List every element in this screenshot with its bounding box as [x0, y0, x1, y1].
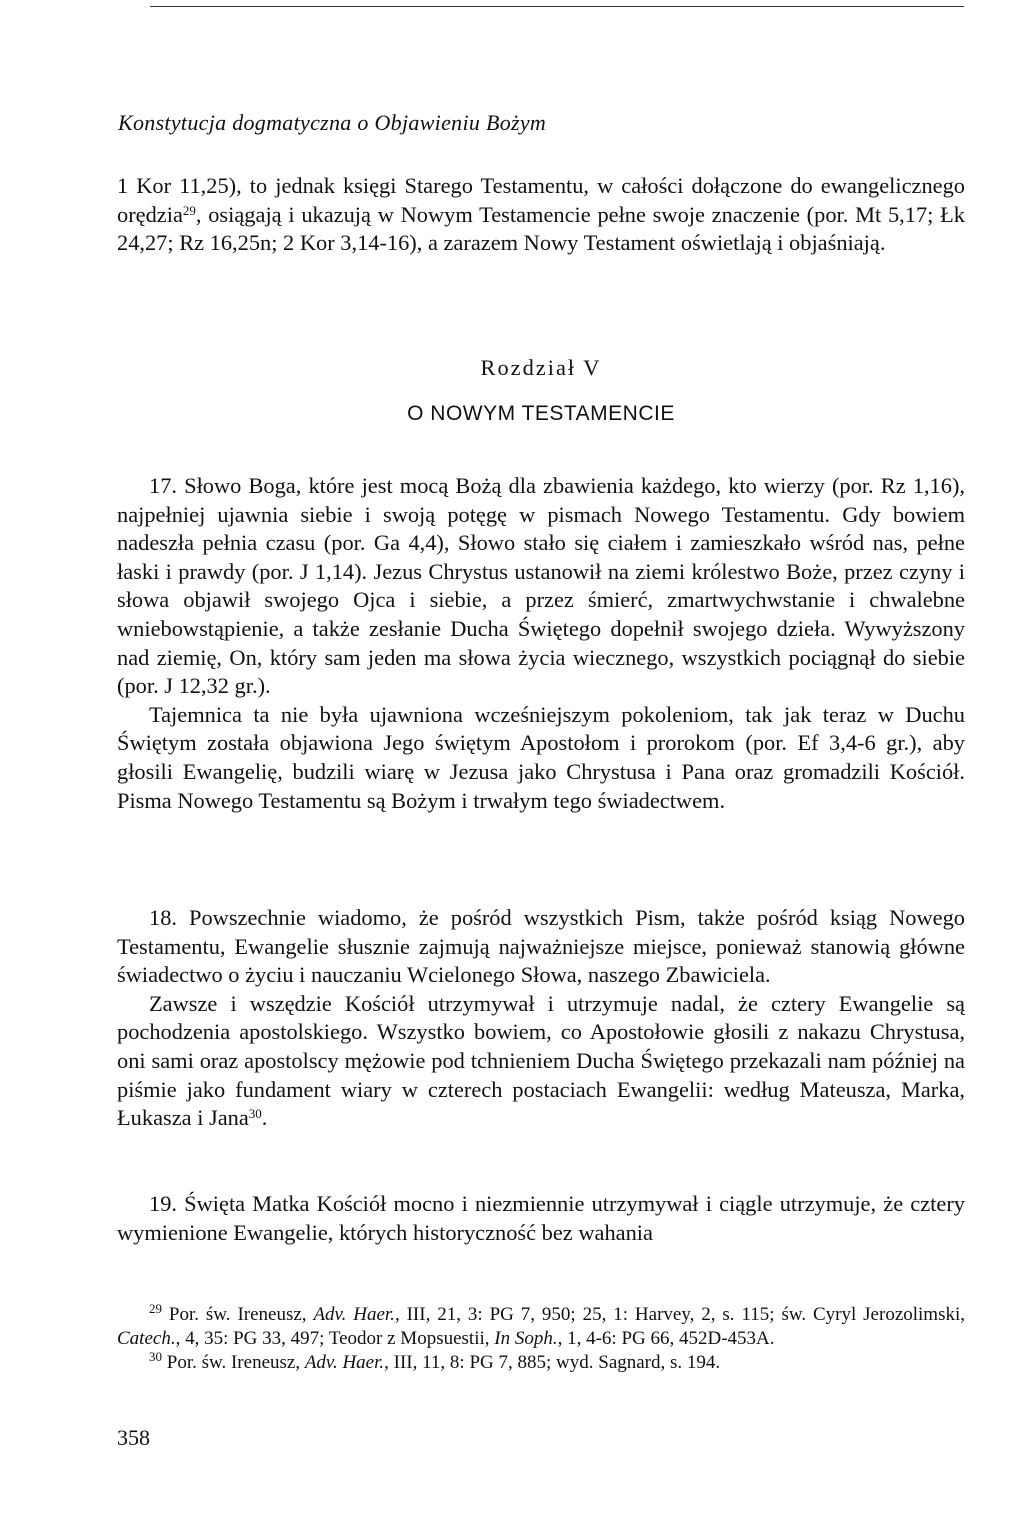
section-18-text-end: . [261, 1105, 268, 1131]
section-18-paragraph-1: 18. Powszechnie wiadomo, że pośród wszystkich Pism, także pośród ksiąg Nowego Testamentu, Ewangelie słusznie zajmują najważniejsze miejsce, ponieważ stanowią główne świadectwo o życiu i nauczaniu Wcielonego Słowa, naszego Zbawiciela. [117, 905, 965, 988]
section-18 [117, 904, 965, 1133]
footnote-title-italic: Catech. [117, 1328, 176, 1349]
footnote-title-italic: Adv. Haer. [304, 1352, 385, 1373]
footnote-title-italic: In Soph. [494, 1328, 558, 1349]
section-17-paragraph-1: 17. Słowo Boga, które jest mocą Bożą dla zbawienia każdego, kto wierzy (por. Rz 1,16), najpełniej ujawnia siebie i swoją potęgę w pismach Nowego Testamentu. Gdy bowiem nadeszła pełnia czasu (por. Ga 4,4), Słowo stało się ciałem i zamieszkało wśród nas, pełne łaski i prawdy (por. J 1,14). Jezus Chrystus ustanowił na ziemi królestwo Boże, przez czyny i słowa objawił swojego Ojca i siebie, a przez śmierć, zmartwychwstanie i chwalebne wniebowstąpienie, a także zesłanie Ducha Świętego dopełnił swojego dzieła. Wywyższony nad ziemię, On, który sam jeden ma słowa życia wiecznego, wszystkich pociągnął do siebie (por. J 12,32 gr.). [117, 473, 965, 699]
footnote-30 [117, 1351, 965, 1375]
footnote-title-italic: Adv. Haer. [313, 1304, 395, 1325]
continuation-paragraph [117, 172, 965, 258]
section-19-paragraph-1: 19. Święta Matka Kościół mocno i niezmiennie utrzymywał i ciągle utrzymuje, że cztery wymienione Ewangelie, których historyczność bez wahania [117, 1191, 965, 1245]
section-17-paragraph-2: Tajemnica ta nie była ujawniona wcześniejszym pokoleniom, tak jak teraz w Duchu Świętym została objawiona Jego świętym Apostołom i prorokom (por. Ef 3,4-6 gr.), aby głosili Ewangelię, budzili wiarę w Jezusa jako Chrystusa i Pana oraz gromadzili Kościół. Pisma Nowego Testamentu są Bożym i trwałym tego świadectwem. [117, 701, 965, 813]
footnotes [117, 1303, 965, 1375]
section-19 [117, 1190, 965, 1247]
footnote-text: Por. św. Ireneusz, [162, 1352, 305, 1373]
footnote-29 [117, 1303, 965, 1351]
footnote-text: , 4, 35: PG 33, 497; Teodor z Mopsuestii, [175, 1328, 495, 1349]
footnote-body [117, 1304, 965, 1349]
footnote-text: Por. św. Ireneusz, [162, 1304, 314, 1325]
footnote-text: , III, 21, 3: PG 7, 950; 25, 1: Harvey, 2, s. 115; św. Cyryl Jerozolimski, [394, 1304, 966, 1325]
chapter-label: Rozdział V [480, 355, 602, 380]
section-17 [117, 472, 965, 815]
continuation-text-b: , osiągają i ukazują w Nowym Testamencie pełne swoje znaczenie (por. Mt 5,17; Łk 24,27; Rz 16,25n; 2 Kor 3,14-16), a zarazem Nowy Testament oświetlają i objaśniają. [117, 201, 965, 256]
chapter-title: O NOWYM TESTAMENCIE [407, 402, 675, 425]
running-head: Konstytucja dogmatyczna o Objawieniu Bożym [118, 110, 547, 135]
footnote-number: 29 [149, 1301, 162, 1316]
footnote-ref-29: 29 [182, 202, 196, 218]
section-18-paragraph-2 [117, 990, 965, 1133]
continuation-text-a: 1 Kor 11,25), to jednak księgi Starego Testamentu, w całości dołączone do ewangelicznego orędzia [117, 173, 965, 227]
footnote-text: , 1, 4-6: PG 66, 452D-453A. [557, 1328, 775, 1349]
footnote-number: 30 [149, 1349, 162, 1364]
footnote-ref-30: 30 [248, 1106, 262, 1122]
footnote-body [162, 1352, 720, 1373]
top-rule [150, 6, 964, 7]
footnote-text: , III, 11, 8: PG 7, 885; wyd. Sagnard, s. 194. [384, 1352, 721, 1373]
page-number: 358 [117, 1425, 150, 1450]
section-18-text: Zawsze i wszędzie Kościół utrzymywał i utrzymuje nadal, że cztery Ewangelie są pochodzenia apostolskiego. Wszystko bowiem, co Apostołowie głosili z nakazu Chrystusa, oni sami oraz apostolscy mężowie pod tchnieniem Ducha Świętego przekazali nam później na piśmie jako fundament wiary w czterech postaciach Ewangelii: według Mateusza, Marka, Łukasza i Jana [117, 990, 965, 1131]
